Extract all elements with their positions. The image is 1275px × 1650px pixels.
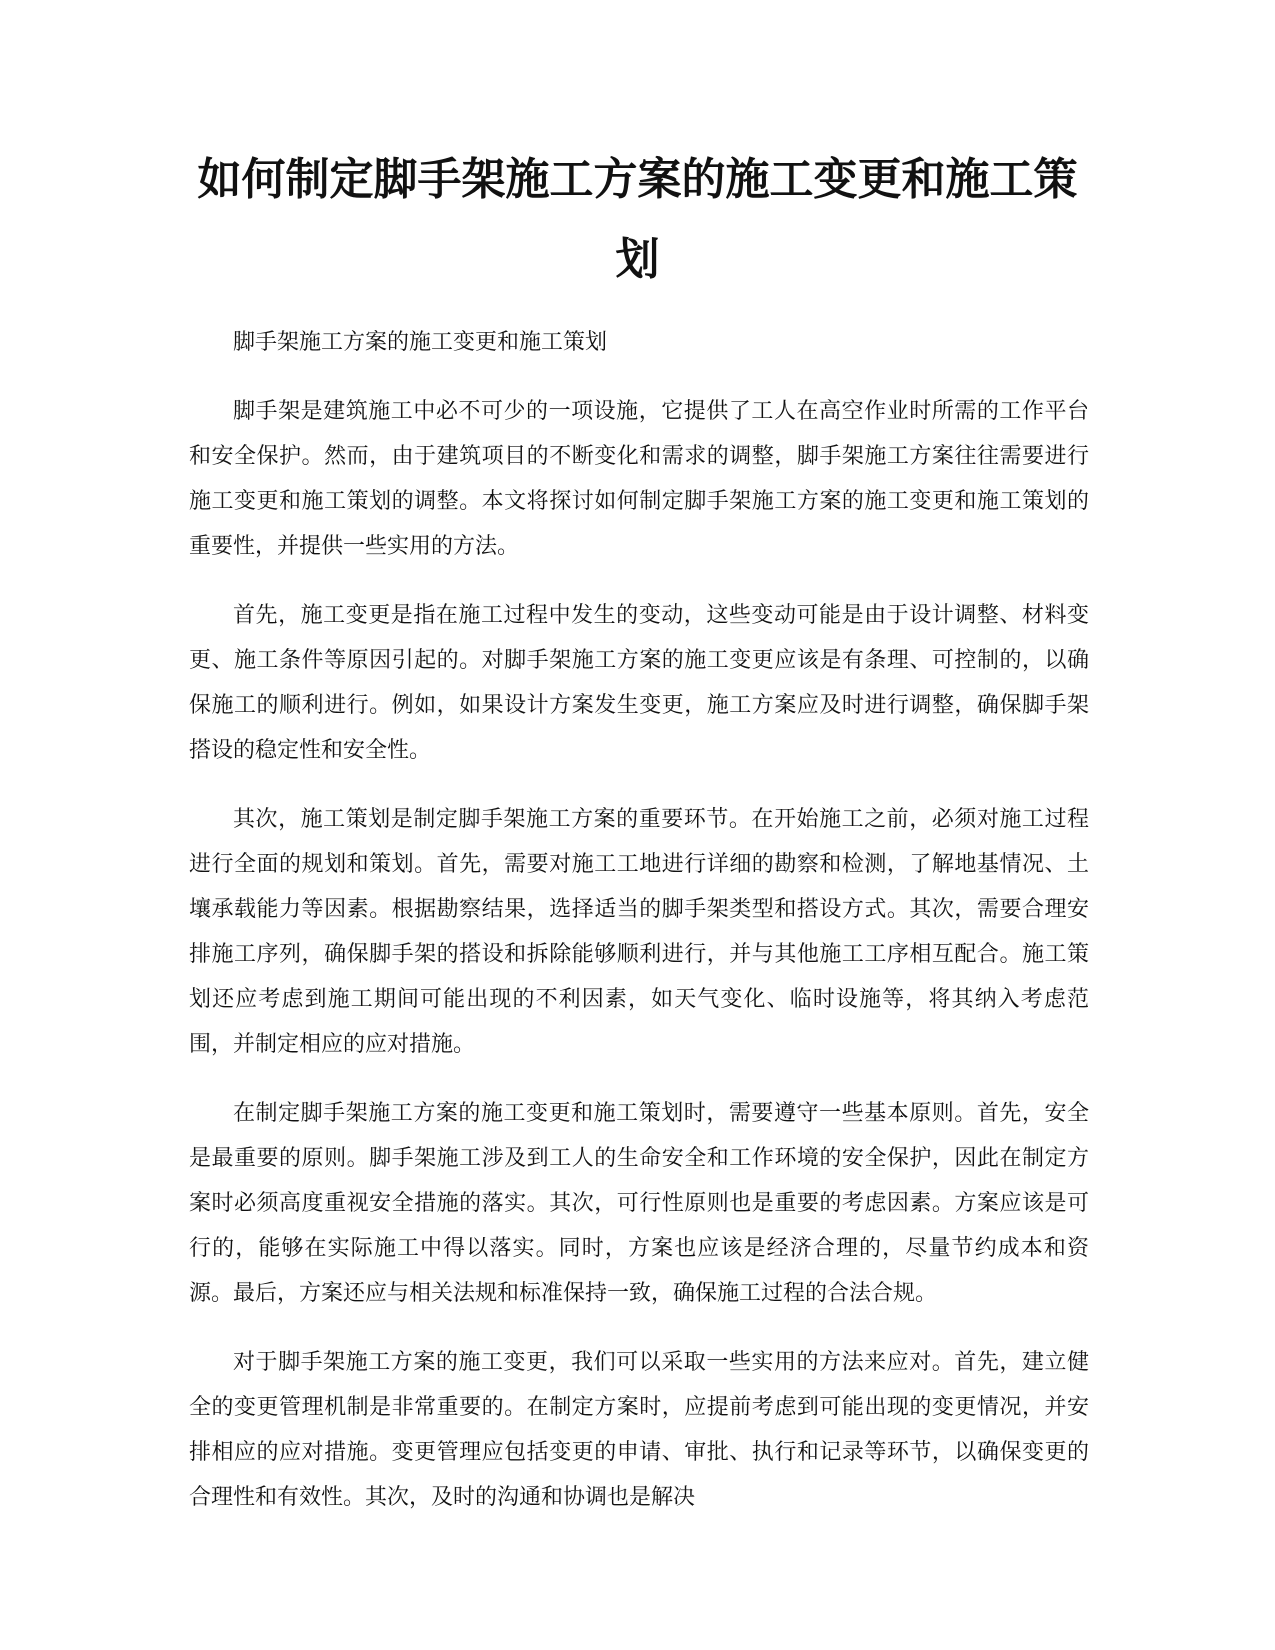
document-body [189,320,1089,1544]
paragraph-5: 对于脚手架施工方案的施工变更，我们可以采取一些实用的方法来应对。首先，建立健全的变更管理机制是非常重要的。在制定方案时，应提前考虑到可能出现的变更情况，并安排相应的应对措施。变更管理应包括变更的申请、审批、执行和记录等环节，以确保变更的合理性和有效性。其次，及时的沟通和协调也是解决 [189,1350,1089,1510]
paragraph-2: 首先，施工变更是指在施工过程中发生的变动，这些变动可能是由于设计调整、材料变更、施工条件等原因引起的。对脚手架施工方案的施工变更应该是有条理、可控制的，以确保施工的顺利进行。例如，如果设计方案发生变更，施工方案应及时进行调整，确保脚手架搭设的稳定性和安全性。 [189,603,1089,763]
document-subtitle: 脚手架施工方案的施工变更和施工策划 [233,330,608,355]
paragraph-3: 其次，施工策划是制定脚手架施工方案的重要环节。在开始施工之前，必须对施工过程进行全面的规划和策划。首先，需要对施工工地进行详细的勘察和检测，了解地基情况、土壤承载能力等因素。根据勘察结果，选择适当的脚手架类型和搭设方式。其次，需要合理安排施工序列，确保脚手架的搭设和拆除能够顺利进行，并与其他施工工序相互配合。施工策划还应考虑到施工期间可能出现的不利因素，如天气变化、临时设施等，将其纳入考虑范围，并制定相应的应对措施。 [189,807,1089,1057]
paragraph-4: 在制定脚手架施工方案的施工变更和施工策划时，需要遵守一些基本原则。首先，安全是最重要的原则。脚手架施工涉及到工人的生命安全和工作环境的安全保护，因此在制定方案时必须高度重视安全措施的落实。其次，可行性原则也是重要的考虑因素。方案应该是可行的，能够在实际施工中得以落实。同时，方案也应该是经济合理的，尽量节约成本和资源。最后，方案还应与相关法规和标准保持一致，确保施工过程的合法合规。 [189,1101,1089,1306]
document-title: 如何制定脚手架施工方案的施工变更和施工策划 [197,154,1078,285]
paragraph-1: 脚手架是建筑施工中必不可少的一项设施，它提供了工人在高空作业时所需的工作平台和安全保护。然而，由于建筑项目的不断变化和需求的调整，脚手架施工方案往往需要进行施工变更和施工策划的调整。本文将探讨如何制定脚手架施工方案的施工变更和施工策划的重要性，并提供一些实用的方法。 [189,399,1089,559]
